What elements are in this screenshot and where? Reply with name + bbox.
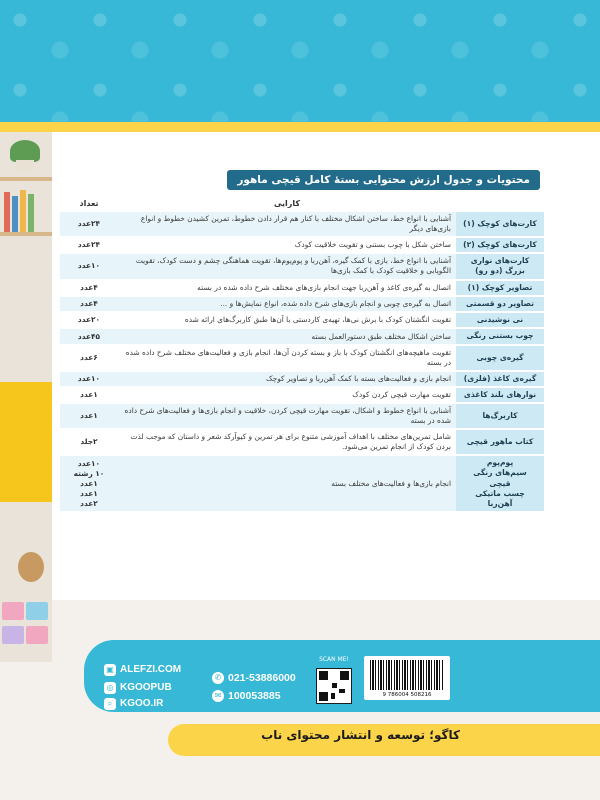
- teddy-bear-icon: [18, 552, 44, 582]
- row-desc: ساختن اشکال مختلف طبق دستورالعمل بسته: [118, 329, 456, 343]
- row-desc: اتصال به گیره‌ی کاغذ و آهن‌ربا جهت انجام بازی‌های مختلف شرح داده شده در بسته: [118, 281, 456, 295]
- shop-icon: ▣: [104, 664, 116, 676]
- table-row: [60, 238, 544, 252]
- qr-code[interactable]: [316, 668, 352, 704]
- row-name: کارت‌های کوچک (۱): [456, 212, 544, 236]
- row-count: ۱عدد: [60, 404, 118, 428]
- table-row: [60, 254, 544, 279]
- sms-number[interactable]: 100053885: [228, 690, 281, 702]
- phone-icon: ✆: [212, 672, 224, 684]
- row-count: [60, 456, 118, 511]
- scan-label: SCAN ME!: [319, 656, 349, 663]
- table-row: [60, 281, 544, 295]
- row-name: تصاویر دو قسمتی: [456, 297, 544, 311]
- table-row: [60, 313, 544, 327]
- row-desc: اتصال به گیره‌ی چوبی و انجام بازی‌های شرح داده شده، انواع نمایش‌ها و ...: [118, 297, 456, 311]
- row-name: کتاب ماهور قیچی: [456, 430, 544, 454]
- table-row: [60, 297, 544, 311]
- instagram-icon: ◎: [104, 682, 116, 694]
- row-desc: تقویت مهارت قیچی کردن کودک: [118, 388, 456, 402]
- row-desc: آشنایی با انواع خطوط و اشکال، تقویت مهارت قیچی کردن، خلاقیت و انجام بازی‌ها و فعالیت‌های شرح داده شده در بسته: [118, 404, 456, 428]
- header-count: تعداد: [60, 198, 118, 210]
- sms-icon: ✉: [212, 690, 224, 702]
- row-count: ۱عدد: [60, 388, 118, 402]
- header-desc: کارایی: [118, 198, 456, 210]
- top-pattern-band: [0, 0, 600, 132]
- plant-pot: [16, 160, 34, 172]
- row-desc: آشنایی با انواع خط، بازی با کمک گیره، آهن‌ربا و پوم‌پوم‌ها، تقویت هماهنگی چشم و دست کودک، تقویت الگویابی و خلاقیت کودک با کمک بازی‌ها: [118, 254, 456, 279]
- item-name: چسب ماتیکی: [475, 488, 525, 498]
- barcode: [364, 656, 450, 700]
- item-count: ۱۰ رشته: [73, 468, 105, 478]
- footer-tagline: کاگو؛ توسعه و انتشار محتوای ناب: [261, 728, 460, 742]
- row-desc: ساختن شکل با چوب بستنی و تقویت خلاقیت کودک: [118, 238, 456, 252]
- phone-number[interactable]: 021-53886000: [228, 672, 296, 684]
- item-count: ۱عدد: [80, 488, 98, 498]
- row-name: کارت‌های نواری بزرگ (دو رو): [456, 254, 544, 279]
- row-name: [456, 456, 544, 511]
- row-count: ۱۰عدد: [60, 254, 118, 279]
- instagram-handle[interactable]: KGOOPUB: [120, 682, 172, 693]
- table-row: [60, 372, 544, 386]
- table-row: [60, 329, 544, 343]
- item-name: پوم‌پوم: [486, 458, 514, 468]
- row-name: نوارهای بلند کاغذی: [456, 388, 544, 402]
- row-count: ۴عدد: [60, 297, 118, 311]
- row-desc: انجام بازی‌ها و فعالیت‌های مختلف بسته: [118, 456, 456, 511]
- table-row: [60, 212, 544, 236]
- row-count: ۲۰عدد: [60, 313, 118, 327]
- row-desc: تقویت ماهیچه‌های انگشتان کودک با باز و بسته کردن آن‌ها، انجام بازی و فعالیت‌های مختلف شرح داده شده در بسته: [118, 346, 456, 370]
- plant-icon: [10, 140, 40, 162]
- yellow-panel: [0, 382, 52, 502]
- row-count: ۲۴عدد: [60, 238, 118, 252]
- table-header-row: [60, 198, 544, 210]
- item-name: قیچی: [489, 478, 511, 488]
- page-title: محتویات و جدول ارزش محتوایی بستهٔ کامل قیچی ماهور: [227, 170, 540, 190]
- item-count: ۲عدد: [80, 498, 98, 508]
- table-body: [60, 212, 544, 511]
- row-name: تصاویر کوچک (۱): [456, 281, 544, 295]
- row-count: ۱۰عدد: [60, 372, 118, 386]
- table-row: [60, 388, 544, 402]
- row-desc: آشنایی با انواع خط، ساختن اشکال مختلف با کنار هم قرار دادن خطوط، تمرین کشیدن خطوط و انواع بازی‌های دیگر: [118, 212, 456, 236]
- bottom-pattern: [0, 756, 600, 800]
- item-name: سیم‌های رنگی: [473, 468, 527, 478]
- row-desc: شامل تمرین‌های مختلف با اهداف آموزشی متنوع برای هر تمرین و کیوآرکد شعر و داستان که موجب لذت بردن کودک از انجام تمرین می‌شود.: [118, 430, 456, 454]
- contents-table: [60, 196, 544, 513]
- row-name: چوب بستنی رنگی: [456, 329, 544, 343]
- row-name: نی نوشیدنی: [456, 313, 544, 327]
- row-name: کاربرگ‌ها: [456, 404, 544, 428]
- row-count: ۴عدد: [60, 281, 118, 295]
- table-row: [60, 430, 544, 454]
- row-name: کارت‌های کوچک (۲): [456, 238, 544, 252]
- row-count: ۲جلد: [60, 430, 118, 454]
- site-link[interactable]: KGOO.IR: [120, 698, 164, 709]
- barcode-number: 9 786004 508216: [382, 692, 432, 698]
- table-row: [60, 404, 544, 428]
- header-name: [456, 198, 544, 210]
- table-row: [60, 456, 544, 511]
- row-count: ۴۵عدد: [60, 329, 118, 343]
- website-link[interactable]: ALEFZI.COM: [120, 664, 182, 675]
- row-name: گیره‌ی کاغذ (فلزی): [456, 372, 544, 386]
- row-count: ۶عدد: [60, 346, 118, 370]
- row-desc: تقویت انگشتان کودک با برش نی‌ها، تهیه‌ی کاردستی با آن‌ها طبق کاربرگ‌های ارائه شده: [118, 313, 456, 327]
- row-count: ۲۴عدد: [60, 212, 118, 236]
- item-count: ۱عدد: [80, 478, 98, 488]
- search-icon: ⌕: [104, 698, 116, 710]
- row-name: گیره‌ی چوبی: [456, 346, 544, 370]
- item-name: آهن‌ربا: [487, 499, 513, 509]
- room-illustration: [0, 132, 52, 662]
- item-count: ۱۰عدد: [77, 458, 101, 468]
- row-desc: انجام بازی و فعالیت‌های بسته با کمک آهن‌ربا و تصاویر کوچک: [118, 372, 456, 386]
- table-row: [60, 346, 544, 370]
